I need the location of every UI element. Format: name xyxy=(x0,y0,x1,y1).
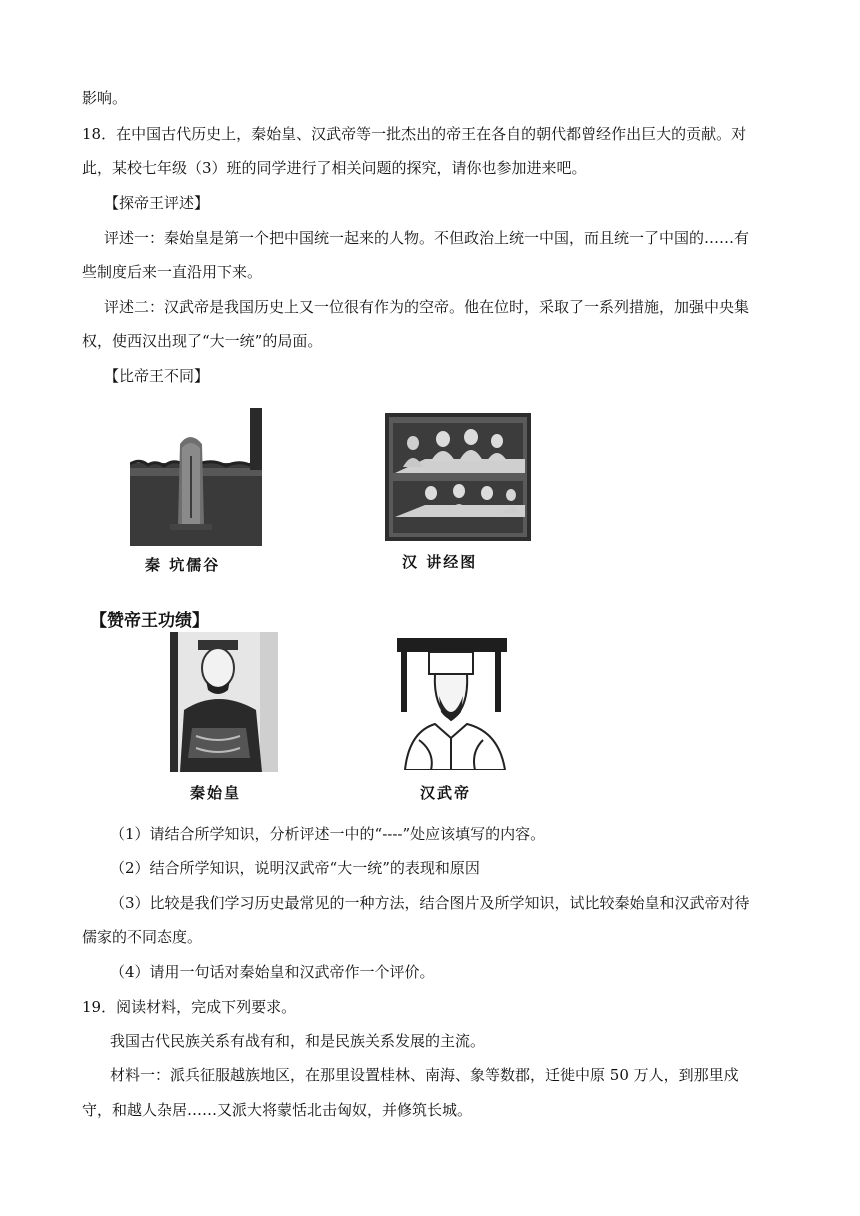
section-heading: 【比帝王不同】 xyxy=(104,367,210,385)
han-wudi-portrait xyxy=(395,636,517,770)
question-19-stem: 19．阅读材料，完成下列要求。 xyxy=(82,998,297,1016)
figure-caption: 汉武帝 xyxy=(420,784,472,802)
figure-caption: 秦 坑儒谷 xyxy=(145,556,221,574)
figure-caption: 汉 讲经图 xyxy=(402,553,478,571)
text-line: 权，使西汉出现了“大一统”的局面。 xyxy=(82,332,323,350)
comment-one: 评述一：秦始皇是第一个把中国统一起来的人物。不但政治上统一中国，而且统一了中国的……有 xyxy=(104,229,750,247)
text-line: 此，某校七年级（3）班的同学进行了相关问题的探究，请你也参加进来吧。 xyxy=(82,159,587,177)
pillar-photo xyxy=(130,408,262,546)
lecture-relief-image xyxy=(385,413,531,541)
section-heading: 【探帝王评述】 xyxy=(104,194,210,212)
text-line: 守，和越人杂居……又派大将蒙恬北击匈奴，并修筑长城。 xyxy=(82,1101,473,1119)
subquestion-3: （3）比较是我们学习历史最常见的一种方法，结合图片及所学知识，试比较秦始皇和汉武帝对待 xyxy=(110,894,750,912)
material-one: 材料一：派兵征服越族地区，在那里设置桂林、南海、象等数郡，迁徙中原 50 万人，到那里戍 xyxy=(110,1066,739,1084)
figure-caption: 秦始皇 xyxy=(190,784,242,802)
subquestion-4: （4）请用一句话对秦始皇和汉武帝作一个评价。 xyxy=(110,963,435,981)
comment-two: 评述二：汉武帝是我国历史上又一位很有作为的空帝。他在位时，采取了一系列措施，加强中央集 xyxy=(104,298,750,316)
subquestion-2: （2）结合所学知识，说明汉武帝“大一统”的表现和原因 xyxy=(110,859,480,877)
text-line: 儒家的不同态度。 xyxy=(82,928,203,946)
text-line: 影响。 xyxy=(82,89,128,107)
qin-shihuang-portrait xyxy=(170,632,278,772)
section-label: 【赞帝王功绩】 xyxy=(90,611,209,631)
text-line: 我国古代民族关系有战有和，和是民族关系发展的主流。 xyxy=(110,1032,486,1050)
question-18-stem: 18．在中国古代历史上，秦始皇、汉武帝等一批杰出的帝王在各自的朝代都曾经作出巨大的贡献。对 xyxy=(82,125,747,143)
subquestion-1: （1）请结合所学知识，分析评述一中的“----”处应该填写的内容。 xyxy=(110,825,546,843)
text-line: 些制度后来一直沿用下来。 xyxy=(82,263,263,281)
